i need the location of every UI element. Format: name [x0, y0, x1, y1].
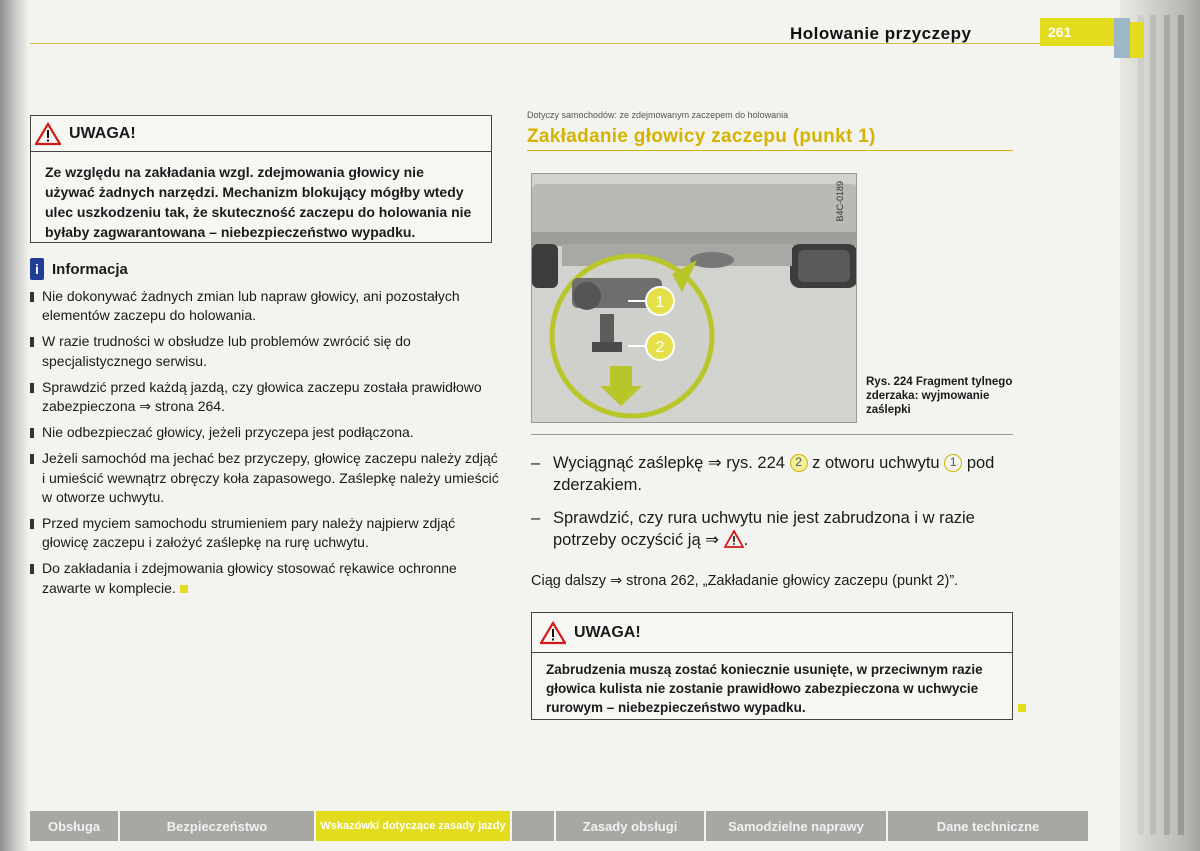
figure-label-1: 1	[655, 294, 665, 311]
instruction-step: – Wyciągnąć zaślepkę ⇒ rys. 224 2 z otworu uchwytu 1 pod zderzakiem.	[531, 452, 1017, 496]
page-edges	[1120, 0, 1200, 851]
page-number: 261	[1040, 18, 1114, 46]
warning-title: UWAGA!	[574, 623, 641, 641]
nav-tab-zasady-obslugi[interactable]: Zasady obsługi	[556, 811, 706, 841]
info-item: Nie dokonywać żadnych zmian lub napraw głowicy, ani pozostałych elementów zaczepu do holowania.	[30, 287, 500, 325]
warning-box	[30, 115, 492, 243]
warning-text: Zabrudzenia muszą zostać koniecznie usunięte, w przeciwnym razie głowica kulista nie zostanie prawidłowo zabezpieczona w uchwycie rurowym – niebezpieczeństwo wypadku.	[546, 662, 983, 715]
warning-triangle-icon	[724, 530, 744, 548]
callout-badge: 1	[944, 454, 962, 472]
header-rule	[30, 43, 1040, 44]
warning-triangle-icon	[540, 621, 566, 645]
info-header	[30, 258, 128, 280]
warning-text: Ze względu na zakładania wzgl. zdejmowania głowicy nie używać żadnych narzędzi. Mechanizm blokujący mógłby wtedy ulec uszkodzeniu tak, że skuteczność zaczepu do holowania nie byłaby zagwarantowana – niebezpieczeństwo wypadku.	[45, 164, 472, 240]
nav-tab-dane-techniczne[interactable]: Dane techniczne	[888, 811, 1090, 841]
edge-strip	[1164, 15, 1170, 835]
page-header-title: Holowanie przyczepy	[790, 24, 972, 43]
info-item: W razie trudności w obsłudze lub problemów zwrócić się do specjalistycznego serwisu.	[30, 332, 500, 370]
instruction-step: – Sprawdzić, czy rura uchwytu nie jest zabrudzona i w razie potrzeby oczyścić ją ⇒ .	[531, 507, 1017, 551]
instruction-steps	[531, 452, 1017, 562]
info-icon: i	[30, 258, 44, 280]
section-heading: Zakładanie głowicy zaczepu (punkt 1)	[527, 126, 876, 147]
nav-tab-obsluga[interactable]: Obsługa	[30, 811, 120, 841]
section-end-marker	[1018, 704, 1026, 712]
figure-code: B4C-0189	[835, 181, 845, 222]
info-item: Do zakładania i zdejmowania głowicy stosować rękawice ochronne zawarte w komplecie.	[30, 559, 500, 597]
callout-badge: 2	[790, 454, 808, 472]
edge-strip	[1138, 15, 1144, 835]
caption-rule	[531, 434, 1013, 435]
section-end-marker	[180, 585, 188, 593]
info-item: Przed myciem samochodu strumieniem pary należy najpierw zdjąć głowicę zaczepu i założyć zaślepkę na rurę uchwytu.	[30, 514, 500, 552]
thumb-tab-gray	[1114, 18, 1130, 58]
figure-towbar-cap	[531, 173, 857, 423]
figure-label-2: 2	[655, 339, 665, 356]
chapter-nav	[30, 811, 1090, 841]
warning-triangle-icon	[35, 122, 61, 146]
nav-tab-spacer	[512, 811, 556, 841]
towbar-illustration	[532, 174, 857, 423]
info-item: Sprawdzić przed każdą jazdą, czy głowica zaczepu została prawidłowo zabezpieczona ⇒ strona 264.	[30, 378, 500, 416]
warning-header	[532, 613, 1012, 653]
nav-tab-zasady-jazdy[interactable]: Wskazówki dotyczące zasady jazdy	[316, 811, 512, 841]
warning-title: UWAGA!	[69, 124, 136, 142]
warning-box	[531, 612, 1013, 720]
info-item: Nie odbezpieczać głowicy, jeżeli przyczepa jest podłączona.	[30, 423, 500, 442]
info-list	[30, 287, 500, 605]
edge-strip	[1178, 15, 1184, 835]
nav-tab-samodzielne-naprawy[interactable]: Samodzielne naprawy	[706, 811, 888, 841]
info-item: Jeżeli samochód ma jechać bez przyczepy, głowicę zaczepu należy zdjąć i umieścić wewnątrz obręczy koła zapasowego. Zaślepkę należy umieścić w otworze uchwytu.	[30, 449, 500, 507]
continued-reference: Ciąg dalszy ⇒ strona 262, „Zakładanie głowicy zaczepu (punkt 2)”.	[531, 573, 959, 589]
edge-strip	[1150, 15, 1156, 835]
info-title: Informacja	[52, 260, 128, 278]
binding-shadow	[0, 0, 28, 851]
warning-header	[31, 116, 491, 152]
applicability-note: Dotyczy samochodów: ze zdejmowanym zaczepem do holowania	[527, 110, 789, 120]
section-rule	[527, 150, 1013, 151]
thumb-tab-yellow	[1130, 22, 1144, 58]
nav-tab-bezpieczenstwo[interactable]: Bezpieczeństwo	[120, 811, 316, 841]
figure-caption: Rys. 224 Fragment tylnego zderzaka: wyjmowanie zaślepki	[866, 376, 1013, 416]
